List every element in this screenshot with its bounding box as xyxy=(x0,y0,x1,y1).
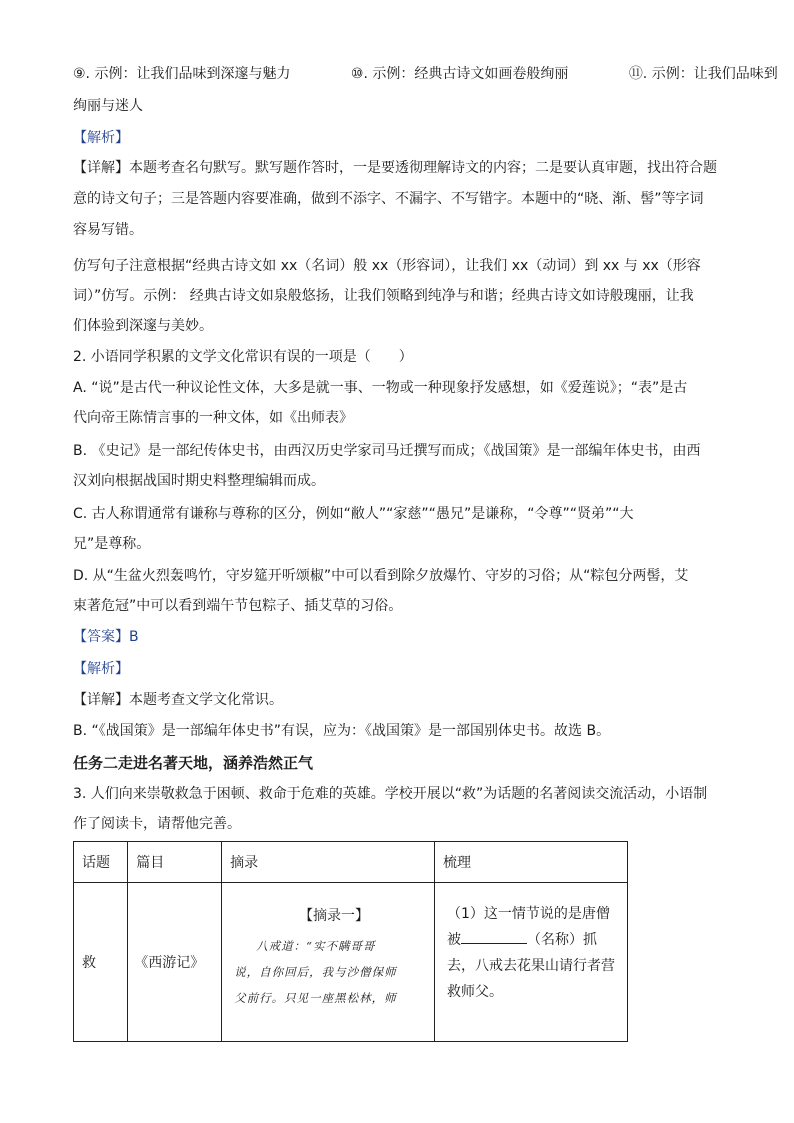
text-line: B. “《战国策》是一部编年体史书”有误，应为：《战国策》是一部国别体史书。故选 B。 xyxy=(73,723,611,739)
sort-line: （1）这一情节说的是唐僧 xyxy=(446,906,610,922)
text-line: 代向帝王陈情言事的一种文体，如《出师表》 xyxy=(73,410,353,426)
text-line: 们体验到深邃与美妙。 xyxy=(73,318,213,334)
text-line: 汉刘向根据战国时期史料整理编辑而成。 xyxy=(73,473,325,489)
analysis-heading: 【解析】 xyxy=(73,661,129,677)
question-2: 2. 小语同学积累的文学文化常识有误的一项是（ ） xyxy=(73,349,413,365)
answer-10: ⑩. 示例：经典古诗文如画卷般绚丽 xyxy=(350,66,569,82)
option-d: D. 从“生盆火烈轰鸣竹，守岁筵开听颂椒”中可以看到除夕放爆竹、守岁的习俗；从“粽包分两髻，艾 xyxy=(73,568,689,584)
sort-text: 被 xyxy=(446,932,461,948)
option-a: A. “说”是古代一种议论性文体，大多是就一事、一物或一种现象抒发感想，如《爱莲说》；“表”是古 xyxy=(73,380,688,396)
header-sort: 梳理 xyxy=(434,842,627,883)
text-line: 意的诗文句子；三是答题内容要准确，做到不添字、不漏字、不写错字。本题中的“晓、渐、髻”等字词 xyxy=(73,191,704,207)
text-line: 绚丽与迷人 xyxy=(73,98,143,114)
reading-card-table xyxy=(73,841,628,1042)
header-topic: 话题 xyxy=(74,842,128,883)
analysis-heading: 【解析】 xyxy=(73,130,129,146)
sort-cell xyxy=(434,883,627,1042)
sort-line: 救师父。 xyxy=(446,984,503,1000)
excerpt-line: 说，自你回后，我与沙僧保师 xyxy=(234,965,397,979)
sort-line: 去，八戒去花果山请行者营 xyxy=(446,958,615,974)
text-line: 词）”仿写。示例： 经典古诗文如泉般悠扬，让我们领略到纯净与和谐；经典古诗文如诗般瑰丽，让我 xyxy=(73,288,694,304)
answer-11: ⑪. 示例：让我们品味到 xyxy=(628,66,778,82)
topic-cell: 救 xyxy=(74,883,128,1042)
excerpt-body xyxy=(234,933,424,1011)
answer-9: ⑨. 示例：让我们品味到深邃与魅力 xyxy=(73,66,291,82)
text-line: 兄”是尊称。 xyxy=(73,536,151,552)
sort-line xyxy=(447,927,621,953)
section-heading: 任务二走进名著天地，涵养浩然正气 xyxy=(73,754,314,772)
table-row xyxy=(74,883,628,1042)
excerpt-line: 父前行。只见一座黑松林，师 xyxy=(234,991,397,1005)
option-c: C. 古人称谓通常有谦称与尊称的区分，例如“敝人”“家慈”“愚兄”是谦称，“令尊”“贤弟”“大 xyxy=(73,506,634,522)
text-line: 束著危冠”中可以看到端午节包粽子、插艾草的习俗。 xyxy=(73,598,403,614)
work-cell: 《西游记》 xyxy=(128,883,222,1042)
fill-in-blank[interactable] xyxy=(461,929,527,944)
table-header-row xyxy=(74,842,628,883)
excerpt-title: 【摘录一】 xyxy=(299,908,370,924)
text-line: 【详解】本题考查名句默写。默写题作答时，一是要透彻理解诗文的内容；二是要认真审题，找出符合题 xyxy=(73,160,717,176)
answer-heading: 【答案】B xyxy=(73,629,139,645)
answer-line-9-11 xyxy=(73,64,778,84)
text-line: 仿写句子注意根据“经典古诗文如 xx（名词）般 xx（形容词），让我们 xx（动词）到 xx 与 xx（形容 xyxy=(73,258,701,274)
header-work: 篇目 xyxy=(128,842,222,883)
header-excerpt: 摘录 xyxy=(222,842,435,883)
option-b: B. 《史记》是一部纪传体史书，由西汉历史学家司马迁撰写而成；《战国策》是一部编年体史书，由西 xyxy=(73,443,701,459)
text-line: 作了阅读卡，请帮他完善。 xyxy=(73,816,241,832)
question-3: 3. 人们向来崇敬救急于困顿、救命于危难的英雄。学校开展以“救”为话题的名著阅读交流活动，小语制 xyxy=(73,786,708,802)
text-line: 【详解】本题考查文学文化常识。 xyxy=(73,692,283,708)
excerpt-cell xyxy=(222,883,435,1042)
sort-text: （名称）抓 xyxy=(526,932,597,948)
excerpt-line: 八戒道：“实不瞒哥哥 xyxy=(256,939,376,953)
text-line: 容易写错。 xyxy=(73,222,143,238)
